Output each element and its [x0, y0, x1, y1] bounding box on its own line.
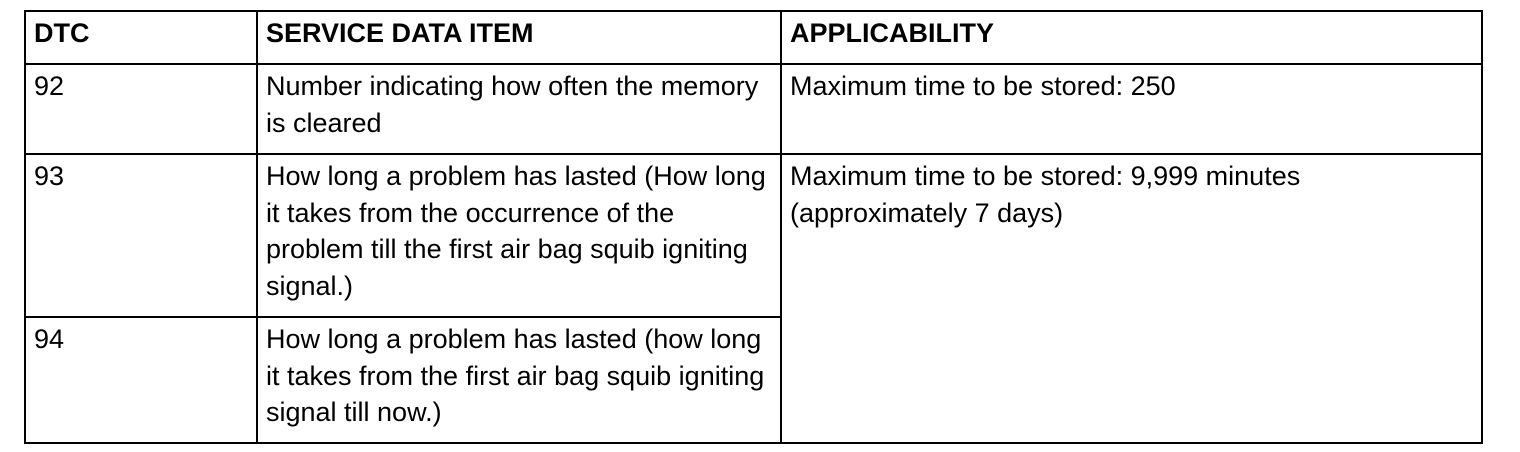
dtc-cell: 94	[25, 317, 257, 443]
applicability-cell: Maximum time to be stored: 250	[781, 64, 1482, 154]
header-applicability: APPLICABILITY	[781, 11, 1482, 64]
table-row	[25, 64, 1482, 154]
table-body	[25, 64, 1482, 443]
dtc-service-data-table	[24, 10, 1483, 444]
service-data-item-cell: Number indicating how often the memory is cleared	[257, 64, 781, 154]
header-service-data-item: SERVICE DATA ITEM	[257, 11, 781, 64]
table-header	[25, 11, 1482, 64]
applicability-cell: Maximum time to be stored: 9,999 minutes (approximately 7 days)	[781, 154, 1482, 443]
header-dtc: DTC	[25, 11, 257, 64]
dtc-cell: 93	[25, 154, 257, 317]
dtc-cell: 92	[25, 64, 257, 154]
table-row	[25, 154, 1482, 317]
header-row	[25, 11, 1482, 64]
service-data-item-cell: How long a problem has lasted (how long it takes from the first air bag squib igniting signal till now.)	[257, 317, 781, 443]
service-data-item-cell: How long a problem has lasted (How long it takes from the occurrence of the problem till the first air bag squib igniting signal.)	[257, 154, 781, 317]
